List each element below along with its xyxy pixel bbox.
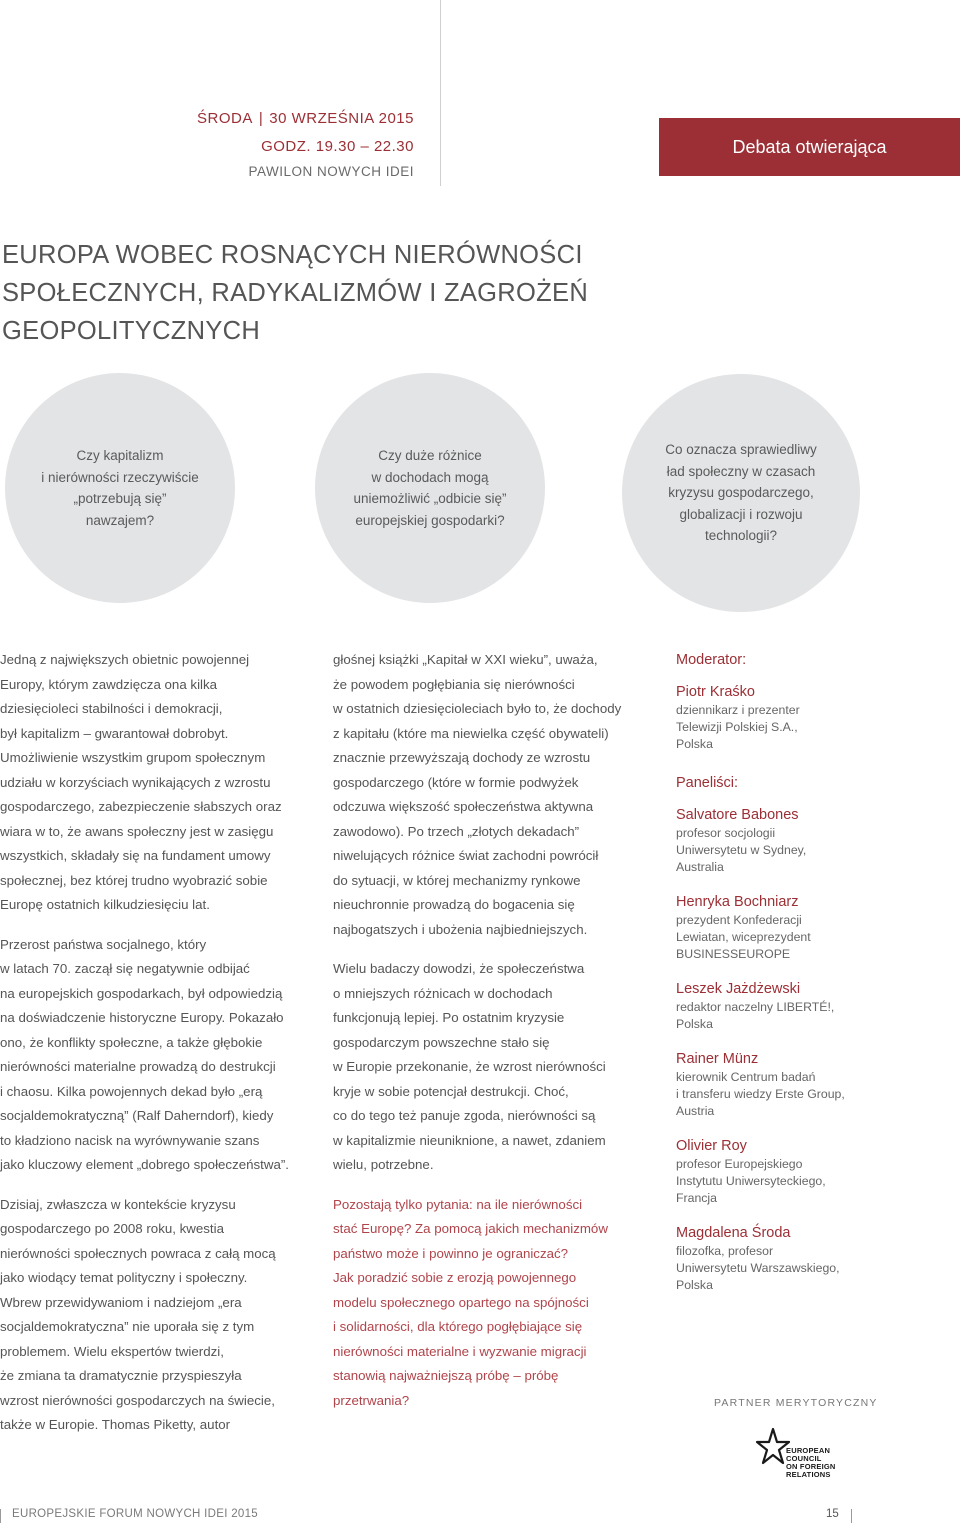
question-text: Czy kapitalizm i nierówności rzeczywiście „potrzebują się” nawzajem? (41, 448, 199, 528)
person-name: Leszek Jażdżewski (676, 981, 801, 997)
panelist (676, 805, 876, 876)
article-column-2 (333, 648, 653, 1428)
person-name: Olivier Roy (676, 1138, 747, 1154)
person-name: Salvatore Babones (676, 807, 799, 823)
panelist (676, 1049, 876, 1120)
logo-line: COUNCIL (786, 1454, 822, 1463)
speakers-list (676, 652, 876, 1310)
question-circle-2 (315, 373, 545, 603)
event-day: ŚRODA (197, 110, 253, 127)
footer-rule-left (0, 1509, 1, 1523)
person-description: profesor Europejskiego Instytutu Uniwersyteckiego, Francja (676, 1157, 826, 1205)
paragraph: Jedną z największych obietnic powojennej Europy, którym zawdzięcza ona kilka dziesięcioleci stabilności i demokracji, był kapitalizm – gwarantował dobrobyt. Umożliwienie wszystkim grupom społecznym udziału w korzyściach wynikających z wzrostu gospodarczego, zabezpieczenie słabszych oraz wiara w to, że awans społeczny jest w zasięgu wszystkich, składały się na fundament umowy społecznej, bez której trudno wyobrazić sobie Europę ostatnich kilkudziesięciu lat. (0, 652, 282, 912)
paragraph: Dzisiaj, zwłaszcza w kontekście kryzysu gospodarczego po 2008 roku, kwestia nierówności społecznych powraca z całą mocą jako wiodący temat polityczny i społeczny. Wbrew przewidywaniom i nadziejom „era socjaldemokratyczna” nie uporała się z tym problemem. Wielu ekspertów twierdzi, że zmiana ta dramatycznie przyspieszyła wzrost nierówności gospodarczych na świecie, także w Europie. Thomas Piketty, autor (0, 1196, 276, 1432)
highlight-questions: Pozostają tylko pytania: na ile nierówności stać Europę? Za pomocą jakich mechanizmów państwo może i powinno je ograniczać? Jak poradzić sobie z erozją powojennego modelu społecznego opartego na spójności i solidarności, dla którego pogłębiające się nierówności materialne i wyzwanie migracji stanowią najważniejszą próbę – próbę przetrwania? (333, 1196, 608, 1408)
moderator (676, 682, 876, 753)
moderator-label: Moderator: (676, 652, 747, 668)
logo-line: EUROPEAN (786, 1446, 831, 1455)
question-circle-3 (622, 374, 860, 612)
person-description: prezydent Konfederacji Lewiatan, wiceprezydent BUSINESSEUROPE (676, 913, 811, 961)
event-date (197, 110, 414, 127)
event-time: GODZ. 19.30 – 22.30 (261, 138, 414, 155)
panelist (676, 979, 876, 1033)
session-badge: Debata otwierająca (659, 118, 960, 176)
star-icon (756, 1427, 790, 1471)
question-text: Co oznacza sprawiedliwy ład społeczny w czasach kryzysu gospodarczego, globalizacji i rozwoju technologii? (665, 442, 817, 544)
panelists-label: Paneliści: (676, 775, 739, 791)
person-description: filozofka, profesor Uniwersytetu Warszawskiego, Polska (676, 1244, 840, 1292)
question-text: Czy duże różnice w dochodach mogą uniemożliwić „odbicie się” europejskiej gospodarki? (353, 448, 507, 528)
person-name: Piotr Kraśko (676, 684, 755, 700)
person-name: Henryka Bochniarz (676, 894, 799, 910)
person-description: redaktor naczelny LIBERTÉ!, Polska (676, 1000, 835, 1031)
logo-line: ON FOREIGN (786, 1462, 836, 1471)
person-name: Rainer Münz (676, 1051, 759, 1067)
partner-label: PARTNER MERYTORYCZNY (714, 1397, 878, 1409)
person-description: profesor socjologii Uniwersytetu w Sydney, Australia (676, 826, 807, 874)
person-name: Magdalena Środa (676, 1225, 791, 1241)
paragraph: Wielu badaczy dowodzi, że społeczeństwa o mniejszych różnicach w dochodach funkcjonują lepiej. Po ostatnim kryzysie gospodarczym powszechne stało się w Europie przekonanie, że wzrost nierówności kryje w sobie potencjał destrukcji. Choć, co do tego też panuje zgoda, nierówności są w kapitalizmie nieuniknione, a nawet, zdaniem wielu, potrzebne. (333, 961, 606, 1172)
paragraph: Przerost państwa socjalnego, który w latach 70. zaczął się negatywnie odbijać na europejskich gospodarkach, był odpowiedzią na doświadczenie historyczne Europy. Pokazało ono, że konflikty społeczne, a także głębokie nierówności materialne prowadzą do destrukcji i chaosu. Kilka powojennych dekad było „erą socjaldemokratyczną” (Ralf Daherndorf), kiedy to kładziono nacisk na wyrównywanie szans jako kluczowy element „dobrego społeczeństwa”. (0, 936, 289, 1172)
person-description: dziennikarz i prezenter Telewizji Polskiej S.A., Polska (676, 703, 800, 751)
page-number: 15 (826, 1508, 839, 1520)
paragraph: głośnej książki „Kapitał w XXI wieku”, uważa, że powodem pogłębiania się nierówności w ostatnich dziesięcioleciach było to, że dochody z kapitału (które ma niewielka część obywateli) znacznie przewyższają dochody ze wzrostu gospodarczego (które w formie podwyżek odczuwa większość społeczeństwa aktywna zawodowo). Po trzech „złotych dekadach” niwelujących różnice świat zachodni powrócił do sytuacji, w której mechanizmy rynkowe nieuchronnie prowadzą do bogacenia się najbogatszych i ubożenia najbiedniejszych. (333, 652, 622, 937)
footer-rule-right (851, 1509, 852, 1523)
page-title: EUROPA WOBEC ROSNĄCYCH NIERÓWNOŚCI SPOŁECZNYCH, RADYKALIZMÓW I ZAGROŻEŃ GEOPOLITYCZNYCH (2, 241, 589, 345)
panelist (676, 892, 876, 963)
date-separator: | (258, 110, 264, 127)
event-venue: PAWILON NOWYCH IDEI (248, 164, 414, 179)
panelist (676, 1223, 876, 1294)
event-date-value: 30 WRZEŚNIA 2015 (269, 110, 414, 127)
footer-title: EUROPEJSKIE FORUM NOWYCH IDEI 2015 (12, 1508, 258, 1520)
question-circle-1 (5, 373, 235, 603)
logo-line: RELATIONS (786, 1470, 831, 1479)
article-column-1 (0, 648, 320, 1453)
person-description: kierownik Centrum badań i transferu wiedzy Erste Group, Austria (676, 1070, 845, 1118)
ecfr-logo (756, 1427, 866, 1477)
header-divider (440, 0, 441, 186)
panelist (676, 1136, 876, 1207)
